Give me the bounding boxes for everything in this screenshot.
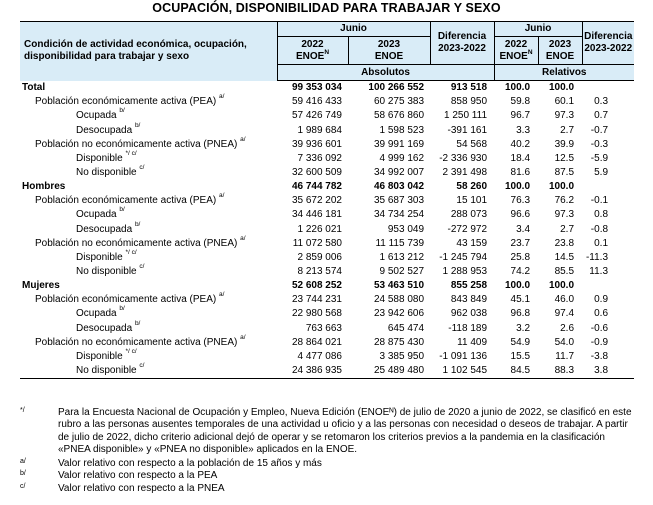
value-2023-absolute: 28 875 430 xyxy=(373,336,425,348)
header-2023-absolute: 2023 ENOE xyxy=(348,37,430,65)
value-diff-relative: 11.3 xyxy=(589,266,609,278)
value-diff-absolute: -391 161 xyxy=(447,124,488,136)
value-2023-absolute: 645 474 xyxy=(387,322,425,334)
value-2023-relative: 14.5 xyxy=(554,251,575,263)
value-diff-absolute: 843 849 xyxy=(450,294,488,306)
value-2022-absolute: 1 989 684 xyxy=(297,124,342,136)
table-row xyxy=(20,180,634,194)
value-diff-relative: 0.6 xyxy=(594,308,609,320)
row-label: Población económicamente activa (PEA) $^{a/}$ xyxy=(35,192,225,207)
footnote-mark: b/ xyxy=(20,470,26,478)
value-2023-relative: 2.7 xyxy=(560,124,575,136)
value-diff-absolute: 962 038 xyxy=(450,308,488,320)
value-2022-relative: 15.5 xyxy=(510,350,531,362)
value-diff-absolute: -272 972 xyxy=(447,223,488,235)
value-2022-absolute: 59 416 433 xyxy=(291,96,342,108)
value-2023-relative: 100.0 xyxy=(549,280,575,292)
value-2023-relative: 12.5 xyxy=(554,152,575,164)
row-label: Total xyxy=(22,81,46,93)
value-diff-relative: 0.7 xyxy=(594,110,609,122)
value-diff-absolute: -1 245 794 xyxy=(439,251,488,263)
header-junio-relative: Junio xyxy=(494,22,582,37)
value-2023-relative: 97.4 xyxy=(554,308,575,320)
value-2023-relative: 97.3 xyxy=(554,110,575,122)
value-2023-absolute: 1 613 212 xyxy=(379,251,425,263)
row-label: No disponible $^{c/}$ xyxy=(76,263,145,278)
value-2022-relative: 23.7 xyxy=(510,237,531,249)
value-2023-absolute: 100 266 552 xyxy=(368,82,425,94)
value-2022-absolute: 32 600 509 xyxy=(291,167,342,179)
value-2022-relative: 100.0 xyxy=(504,82,531,94)
value-diff-absolute: 858 950 xyxy=(450,96,488,108)
value-2023-relative: 54.0 xyxy=(554,336,575,348)
value-2022-relative: 25.8 xyxy=(510,251,531,263)
value-diff-absolute: 855 258 xyxy=(450,280,488,292)
value-2023-relative: 11.7 xyxy=(555,350,575,362)
footnote-text: Valor relativo con respecto a la PEA xyxy=(58,470,218,482)
table-row xyxy=(20,109,634,123)
row-label: No disponible $^{c/}$ xyxy=(20,364,277,379)
value-2023-absolute: 39 991 169 xyxy=(373,138,425,150)
value-2023-relative: 88.3 xyxy=(538,364,582,379)
value-diff-absolute: 1 102 545 xyxy=(430,364,494,379)
value-2022-absolute: 52 608 252 xyxy=(291,280,342,292)
value-2022-relative: 45.1 xyxy=(510,294,531,306)
footnote xyxy=(20,470,634,482)
row-label: Desocupada $^{b/}$ xyxy=(76,121,141,136)
row-label: Ocupada $^{b/}$ xyxy=(76,206,125,221)
table-row xyxy=(20,237,634,251)
value-2022-absolute: 57 426 749 xyxy=(291,110,342,122)
value-2022-relative: 3.3 xyxy=(516,124,531,136)
row-label: Población no económicamente activa (PNEA) $^{a/}$ xyxy=(35,135,246,150)
row-label: Desocupada $^{b/}$ xyxy=(76,220,141,235)
table-row xyxy=(20,279,634,293)
value-2022-relative: 96.8 xyxy=(510,308,531,320)
value-2023-relative: 60.1 xyxy=(554,96,575,108)
value-2023-absolute: 60 275 383 xyxy=(373,96,425,108)
value-diff-relative: 0.3 xyxy=(594,96,609,108)
table-row xyxy=(20,265,634,279)
value-2022-relative: 96.7 xyxy=(510,110,531,122)
value-2023-relative: 23.8 xyxy=(554,237,575,249)
value-2023-relative: 2.6 xyxy=(560,322,575,334)
value-2022-absolute: 22 980 568 xyxy=(291,308,342,320)
row-label: Población no económicamente activa (PNEA) $^{a/}$ xyxy=(35,234,246,249)
value-diff-absolute: 288 073 xyxy=(450,209,488,221)
value-2023-absolute: 35 687 303 xyxy=(373,195,425,207)
value-2023-relative: 46.0 xyxy=(554,294,575,306)
value-2023-absolute: 46 803 042 xyxy=(373,181,425,193)
table-row xyxy=(20,166,634,180)
value-diff-relative: -0.9 xyxy=(590,336,609,348)
footnote-mark: c/ xyxy=(20,482,26,490)
value-diff-relative: -0.6 xyxy=(590,322,609,334)
value-diff-relative: -0.3 xyxy=(590,138,609,150)
header-condition: Condición de actividad económica, ocupación, disponibilidad para trabajar y sexo xyxy=(20,22,277,81)
value-diff-absolute: 58 260 xyxy=(456,181,488,193)
value-diff-absolute: 913 518 xyxy=(450,82,488,94)
row-label: Ocupada $^{b/}$ xyxy=(76,107,125,122)
footnote-text: Para la Encuesta Nacional de Ocupación y Empleo, Nueva Edición (ENOEᴺ) de julio de 2020 a junio de 2022, se clasificó en este rubro a las personas ausentes temporales de una actividad u oficio y a las personas con necesidad o deseos de trabajar. A partir de julio de 2022, dicho criterio adicional dejó de operar y se retomaron los criterios previos a la pandemia en la clasificación «PNEA disponible» y «PNEA no disponible» aplicados en la ENOE. xyxy=(58,407,632,455)
row-label: Disponible $^{*/ c/}$ xyxy=(76,248,137,263)
value-diff-absolute: 43 159 xyxy=(456,237,488,249)
row-label: Mujeres xyxy=(22,280,60,292)
table-row xyxy=(20,138,634,152)
value-diff-absolute: 11 409 xyxy=(457,336,488,348)
value-diff-relative: -0.8 xyxy=(590,223,609,235)
value-2022-absolute: 7 336 092 xyxy=(297,152,342,164)
value-2022-relative: 100.0 xyxy=(504,280,531,292)
value-2023-absolute: 1 598 523 xyxy=(379,124,425,136)
table-row xyxy=(20,307,634,321)
value-diff-relative: -11.3 xyxy=(585,251,609,263)
value-2023-relative: 87.5 xyxy=(554,167,575,179)
value-diff-relative: 0.9 xyxy=(594,294,609,306)
value-2023-absolute: 53 463 510 xyxy=(373,280,425,292)
value-2023-relative: 76.2 xyxy=(554,195,575,207)
table-row xyxy=(20,364,634,379)
header-relativos: Relativos xyxy=(494,65,634,81)
table-row xyxy=(20,350,634,364)
footnote xyxy=(20,407,634,456)
value-diff-relative: 0.8 xyxy=(594,209,609,221)
value-2022-relative: 59.8 xyxy=(510,96,531,108)
value-2023-relative: 85.5 xyxy=(554,266,575,278)
value-2023-absolute: 23 942 606 xyxy=(373,308,425,320)
value-2023-absolute: 34 734 254 xyxy=(373,209,425,221)
value-diff-relative xyxy=(582,81,634,96)
value-diff-absolute: 2 391 498 xyxy=(442,167,488,179)
value-2022-relative: 81.6 xyxy=(510,167,531,179)
value-2022-absolute: 2 859 006 xyxy=(297,251,342,263)
value-2022-absolute: 4 477 086 xyxy=(297,350,342,362)
header-diferencia-relative: Diferencia 2023-2022 xyxy=(582,22,634,65)
row-label: Desocupada $^{b/}$ xyxy=(76,319,141,334)
value-2022-relative: 3.2 xyxy=(516,322,531,334)
value-diff-relative xyxy=(582,279,634,293)
value-diff-relative: -5.9 xyxy=(590,152,609,164)
row-label: Disponible $^{*/ c/}$ xyxy=(76,347,137,362)
value-diff-absolute: 1 288 953 xyxy=(442,266,488,278)
value-diff-absolute: -1 091 136 xyxy=(439,350,488,362)
value-2022-relative: 40.2 xyxy=(510,138,531,150)
value-2023-relative: 97.3 xyxy=(554,209,575,221)
value-diff-relative: 0.1 xyxy=(594,237,609,249)
value-diff-relative: -0.7 xyxy=(590,124,609,136)
row-label: No disponible $^{c/}$ xyxy=(76,164,145,179)
value-2022-absolute: 35 672 202 xyxy=(291,195,342,207)
footnote-text: Valor relativo con respecto a la PNEA xyxy=(58,482,225,494)
value-2022-absolute: 8 213 574 xyxy=(297,266,342,278)
footnote xyxy=(20,483,634,495)
value-2023-absolute: 34 992 007 xyxy=(373,167,425,179)
value-2022-relative: 100.0 xyxy=(504,181,531,193)
value-2023-absolute: 953 049 xyxy=(387,223,425,235)
value-2022-relative: 84.5 xyxy=(494,364,538,379)
header-2022-relative: 2022 $ENOE^N$ xyxy=(494,37,538,65)
table-row xyxy=(20,293,634,307)
table-row xyxy=(20,223,634,237)
value-2022-absolute: 34 446 181 xyxy=(291,209,342,221)
value-2022-relative: 54.9 xyxy=(510,336,531,348)
value-2023-absolute: 4 999 162 xyxy=(379,152,425,164)
value-diff-absolute: 1 250 111 xyxy=(444,110,488,122)
value-2022-absolute: 1 226 021 xyxy=(297,223,342,235)
value-2022-absolute: 39 936 601 xyxy=(291,138,342,150)
value-2022-relative: 96.6 xyxy=(510,209,531,221)
value-2022-relative: 74.2 xyxy=(510,266,531,278)
employment-table xyxy=(20,21,634,379)
value-diff-absolute: -2 336 930 xyxy=(439,152,488,164)
value-diff-relative xyxy=(582,180,634,194)
value-2022-absolute: 46 744 782 xyxy=(291,181,342,193)
footnote-text: Valor relativo con respecto a la población de 15 años y más xyxy=(58,458,322,470)
table-title: OCUPACIÓN, DISPONIBILIDAD PARA TRABAJAR Y SEXO xyxy=(152,1,501,15)
value-diff-relative: 5.9 xyxy=(594,167,609,179)
footnote-mark: */ xyxy=(20,407,25,414)
header-2022-absolute: 2022 $ENOE^N$ xyxy=(277,37,348,65)
row-label: Población económicamente activa (PEA) $^{a/}$ xyxy=(35,93,225,108)
value-2022-absolute: 11 072 580 xyxy=(292,237,342,249)
value-2022-relative: 76.3 xyxy=(510,195,531,207)
value-diff-absolute: -118 189 xyxy=(448,322,488,334)
table-row xyxy=(20,81,634,96)
value-2022-absolute: 763 663 xyxy=(305,322,342,334)
header-diferencia-absolute: Diferencia 2023-2022 xyxy=(430,22,494,65)
value-diff-relative: -3.8 xyxy=(590,350,609,362)
table-row xyxy=(20,95,634,109)
value-2022-absolute: 28 864 021 xyxy=(291,336,342,348)
value-2022-relative: 3.4 xyxy=(516,223,531,235)
value-diff-absolute: 54 568 xyxy=(456,138,488,150)
table-row xyxy=(20,208,634,222)
value-2023-absolute: 24 588 080 xyxy=(373,294,425,306)
value-2022-absolute: 24 386 935 xyxy=(277,364,348,379)
row-label: Población no económicamente activa (PNEA) $^{a/}$ xyxy=(35,333,246,348)
table-row xyxy=(20,194,634,208)
value-2023-relative: 100.0 xyxy=(549,82,575,94)
header-2023-relative: 2023 ENOE xyxy=(538,37,582,65)
value-2022-absolute: 99 353 034 xyxy=(291,82,342,94)
table-row xyxy=(20,124,634,138)
value-diff-relative: -0.1 xyxy=(590,195,609,207)
footnote xyxy=(20,458,634,470)
value-2023-relative: 2.7 xyxy=(560,223,575,235)
value-2023-relative: 100.0 xyxy=(549,181,575,193)
header-absolutos: Absolutos xyxy=(277,65,494,81)
table-row xyxy=(20,336,634,350)
footnotes xyxy=(20,407,634,495)
header-junio-absolute: Junio xyxy=(277,22,430,37)
table-row xyxy=(20,152,634,166)
row-label: Hombres xyxy=(22,181,66,193)
footnote-mark: a/ xyxy=(20,458,26,466)
row-label: Ocupada $^{b/}$ xyxy=(76,305,125,320)
value-2023-absolute: 58 676 860 xyxy=(373,110,425,122)
value-2023-absolute: 3 385 950 xyxy=(379,350,425,362)
table-row xyxy=(20,251,634,265)
table-row xyxy=(20,322,634,336)
value-2023-absolute: 25 489 480 xyxy=(348,364,430,379)
value-2023-absolute: 9 502 527 xyxy=(379,266,425,278)
value-diff-relative: 3.8 xyxy=(582,364,634,379)
value-2022-absolute: 23 744 231 xyxy=(291,294,342,306)
value-2023-relative: 39.9 xyxy=(554,138,575,150)
value-2022-relative: 18.4 xyxy=(510,152,531,164)
value-2023-absolute: 11 115 739 xyxy=(375,237,425,249)
row-label: Población económicamente activa (PEA) $^{a/}$ xyxy=(35,291,225,306)
value-diff-absolute: 15 101 xyxy=(456,195,488,207)
row-label: Disponible $^{*/ c/}$ xyxy=(76,149,137,164)
